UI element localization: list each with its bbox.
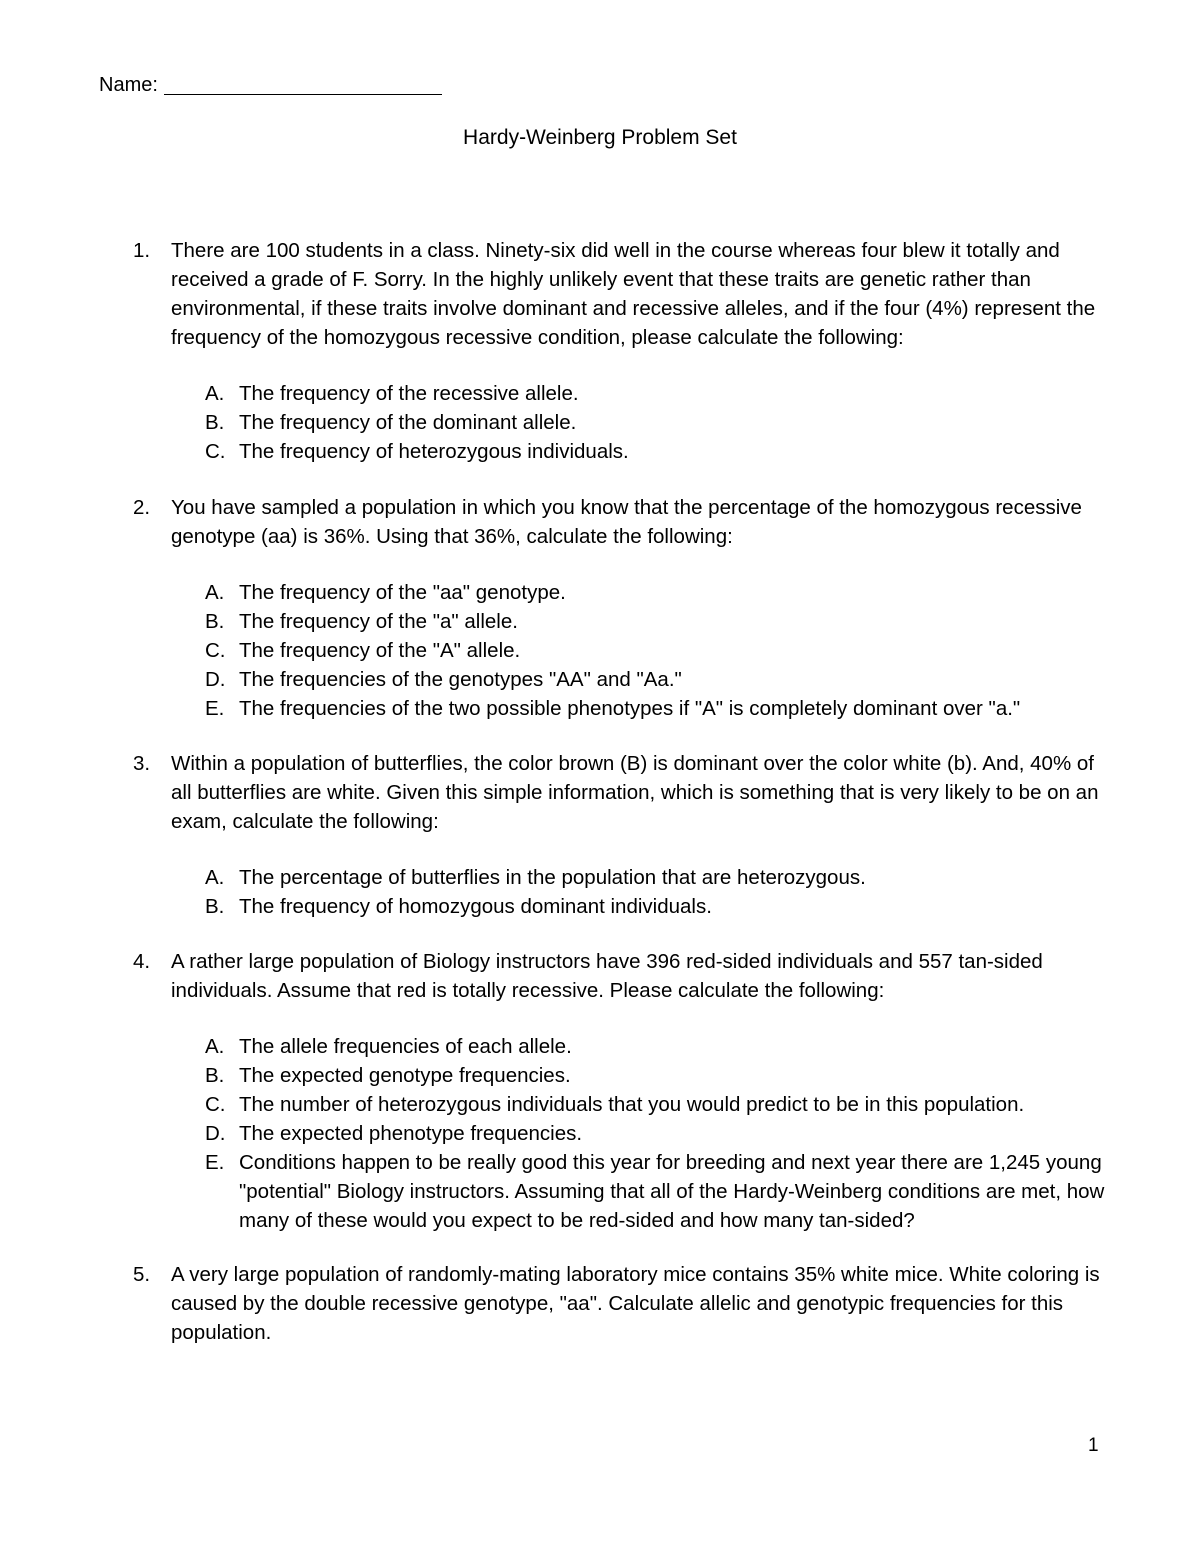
question-text: A rather large population of Biology instructors have 396 red-sided individuals and 557 tan-sided individuals. Assume that red is totally recessive. Please calculate the following: [171,950,1043,1002]
sub-question-letter: B. [205,895,225,918]
sub-question-text: The expected phenotype frequencies. [239,1122,583,1145]
sub-question [205,694,1108,723]
sub-question [205,1148,1108,1235]
question-2 [133,493,1108,723]
question-text: You have sampled a population in which you know that the percentage of the homozygous recessive genotype (aa) is 36%. Using that 36%, calculate the following: [171,496,1082,548]
question-number: 3. [133,752,151,775]
sub-question-letter: C. [205,639,226,662]
sub-question-text: The frequency of the "A" allele. [239,639,521,662]
sub-question-letter: B. [205,610,225,633]
question-text: Within a population of butterflies, the color brown (B) is dominant over the color white (b). And, 40% of all butterflies are white. Given this simple information, which is something that is very likely to be on an exam, calculate the following: [171,752,1099,833]
sub-question-text: The frequencies of the genotypes "AA" and "Aa." [239,668,682,691]
sub-question-text: The allele frequencies of each allele. [239,1035,572,1058]
sub-question-text: The frequency of the "a" allele. [239,610,518,633]
name-field [99,74,442,97]
name-blank-line[interactable] [164,74,442,95]
sub-question [205,607,1108,636]
sub-question-letter: B. [205,1064,225,1087]
sub-question [205,1090,1108,1119]
sub-question [205,578,1108,607]
sub-question-text: The frequency of the recessive allele. [239,382,579,405]
sub-question-letter: C. [205,440,226,463]
sub-question-text: Conditions happen to be really good this year for breeding and next year there are 1,245 young "potential" Biology instructors. Assuming that all of the Hardy-Weinberg conditions are met, how many of these would you expect to be red-sided and how many tan-sided? [239,1151,1105,1232]
sub-question [205,1119,1108,1148]
sub-question [205,636,1108,665]
question-5 [133,1260,1108,1347]
sub-question-list [205,1032,1108,1235]
sub-question-list [205,379,1108,466]
page-number: 1 [1088,1435,1099,1456]
page-title: Hardy-Weinberg Problem Set [463,126,737,149]
question-number: 5. [133,1263,151,1286]
sub-question-letter: A. [205,1035,225,1058]
name-label: Name: [99,74,158,96]
question-4 [133,947,1108,1235]
question-number: 2. [133,496,151,519]
sub-question [205,1032,1108,1061]
sub-question-letter: D. [205,668,226,691]
sub-question [205,665,1108,694]
sub-question [205,437,1108,466]
question-1 [133,236,1108,466]
sub-question-text: The frequency of the dominant allele. [239,411,577,434]
sub-question-text: The frequencies of the two possible phenotypes if "A" is completely dominant over "a." [239,697,1021,720]
question-number: 1. [133,239,151,262]
question-text: A very large population of randomly-mating laboratory mice contains 35% white mice. White coloring is caused by the double recessive genotype, "aa". Calculate allelic and genotypic frequencies for this population. [171,1263,1100,1344]
sub-question-text: The number of heterozygous individuals that you would predict to be in this population. [239,1093,1025,1116]
sub-question-letter: A. [205,382,225,405]
sub-question [205,892,1108,921]
sub-question-text: The frequency of the "aa" genotype. [239,581,566,604]
sub-question-text: The frequency of heterozygous individuals. [239,440,629,463]
sub-question-letter: A. [205,866,225,889]
sub-question [205,379,1108,408]
sub-question-letter: B. [205,411,225,434]
sub-question [205,408,1108,437]
sub-question-text: The expected genotype frequencies. [239,1064,571,1087]
sub-question-letter: A. [205,581,225,604]
sub-question-letter: E. [205,697,225,720]
sub-question-list [205,863,1108,921]
sub-question-letter: C. [205,1093,226,1116]
sub-question-text: The percentage of butterflies in the population that are heterozygous. [239,866,866,889]
sub-question-text: The frequency of homozygous dominant individuals. [239,895,712,918]
sub-question-letter: E. [205,1151,225,1174]
sub-question-letter: D. [205,1122,226,1145]
question-text: There are 100 students in a class. Ninety-six did well in the course whereas four blew it totally and received a grade of F. Sorry. In the highly unlikely event that these traits are genetic rather than environmental, if these traits involve dominant and recessive alleles, and if the four (4%) represent the frequency of the homozygous recessive condition, please calculate the following: [171,239,1096,349]
sub-question [205,863,1108,892]
question-number: 4. [133,950,151,973]
question-3 [133,749,1108,921]
sub-question-list [205,578,1108,723]
sub-question [205,1061,1108,1090]
